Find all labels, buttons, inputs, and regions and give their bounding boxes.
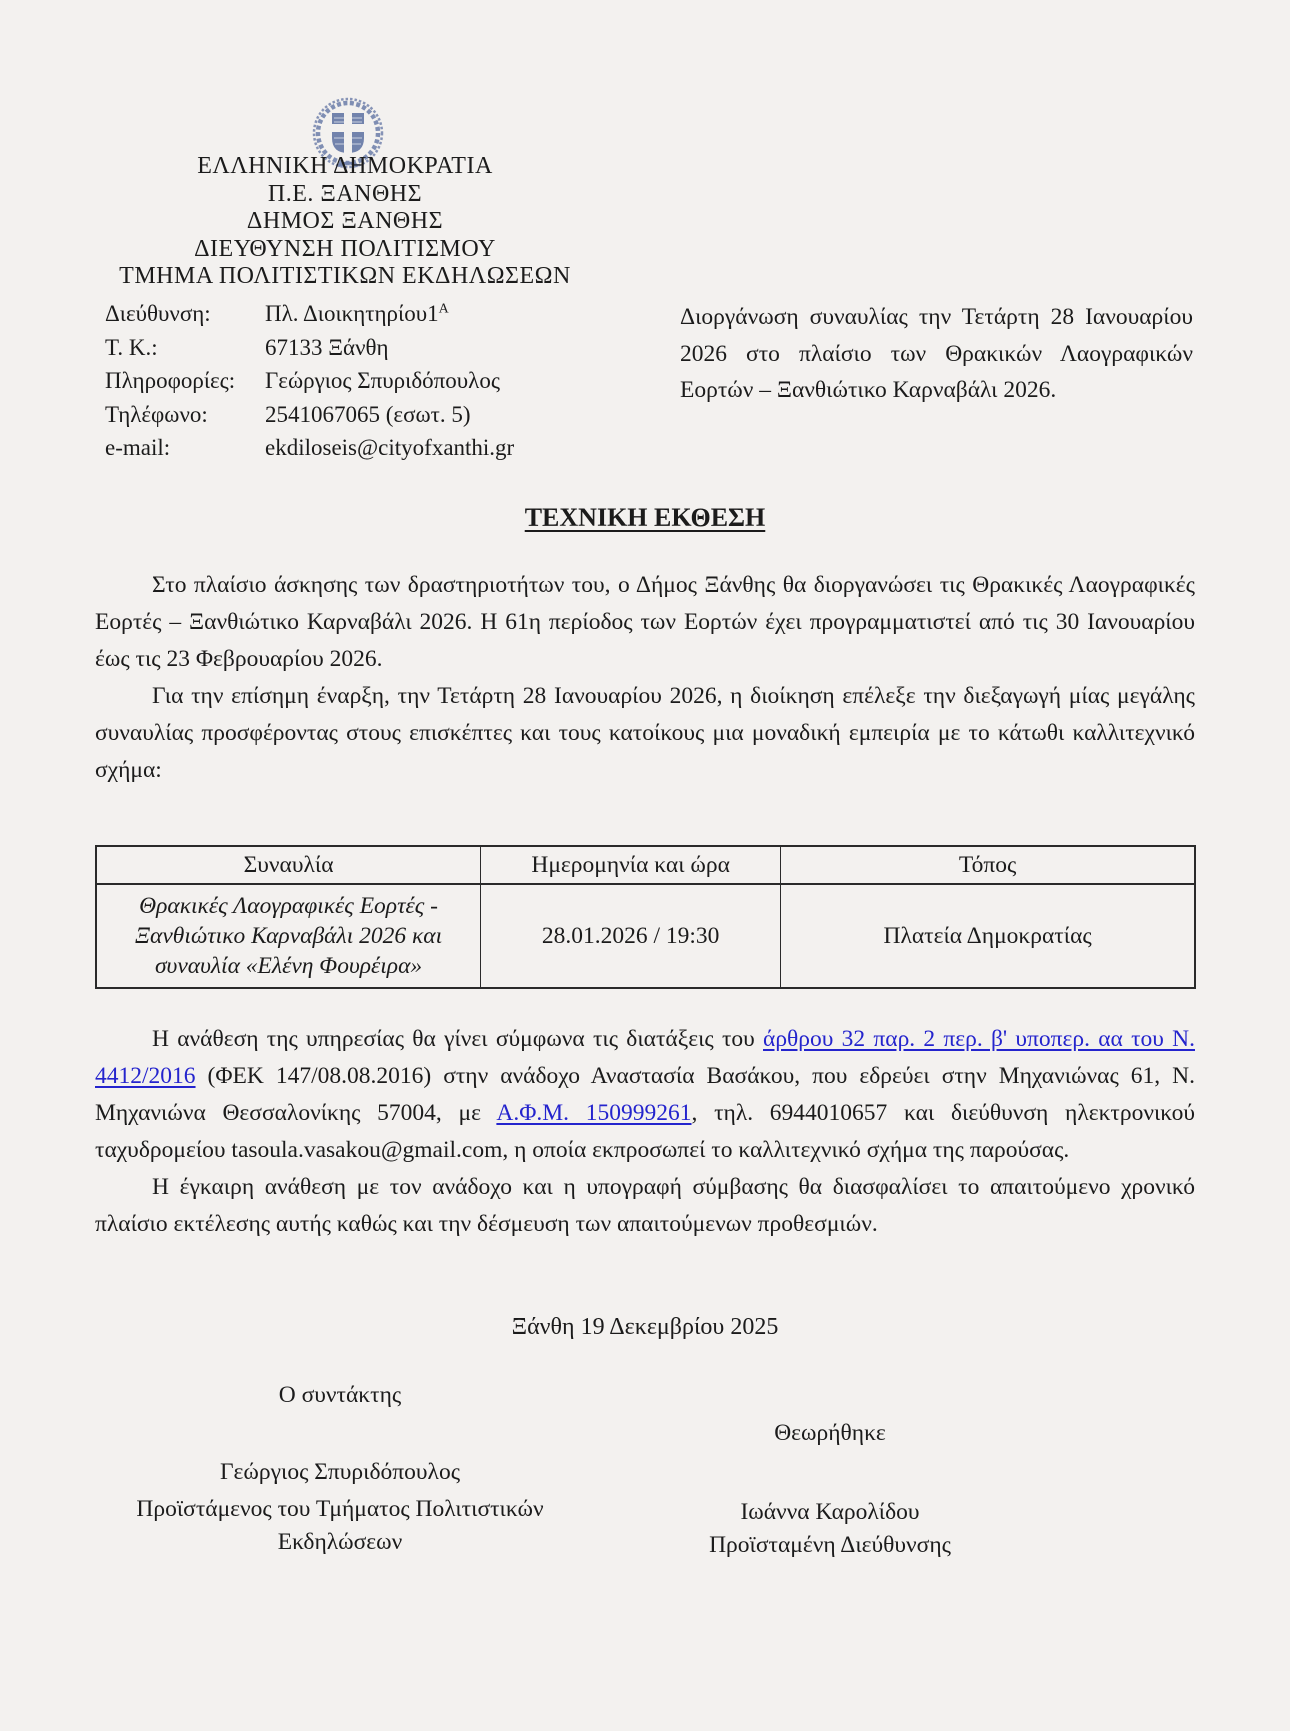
address-superscript: Α xyxy=(438,301,449,317)
org-line-republic: ΕΛΛΗΝΙΚΗ ΔΗΜΟΚΡΑΤΙΑ xyxy=(197,153,493,179)
contact-row-address xyxy=(105,297,665,331)
address-value: Πλ. $\Delta\iota o\iota\kappa\eta\tau\eta\rho ίo\upsilon 1^A$ xyxy=(265,301,449,326)
paragraph-opening-concert: Για την επίσημη έναρξη, την Τετάρτη 28 Ιανουαρίου 2026, η διοίκηση επέλεξε την διεξαγωγή μίας μεγάλης συναυλίας προσφέροντας στους επισκέπτες και τους κατοίκους μια μοναδική εμπειρία με το κάτωθι καλλιτεχνικό σχήμα: xyxy=(95,683,1195,783)
contact-row-email xyxy=(105,431,665,465)
address-label: Διεύθυνση: xyxy=(105,301,211,326)
paragraph-assignment xyxy=(95,1021,1195,1169)
assignment-text-3: , τηλ. 6944010657 και διεύθυνση ηλεκτρονικού ταχυδρομείου tasoula.vasakou@gmail.com, η οποία εκπροσωπεί το καλλιτεχνικό σχήμα της παρούσας. xyxy=(95,1100,1196,1163)
approved-label: Θεωρήθηκε xyxy=(774,1420,886,1446)
concert-table xyxy=(95,845,1196,989)
org-line-department: ΤΜΗΜΑ ΠΟΛΙΤΙΣΤΙΚΩΝ ΕΚΔΗΛΩΣΕΩΝ xyxy=(119,263,571,289)
assignment-text-1: Η ανάθεση της υπηρεσίας θα γίνει σύμφωνα τις διατάξεις του xyxy=(152,1026,764,1052)
telephone-value: 2541067065 (εσωτ. 5) xyxy=(265,401,471,427)
approver-name: Ιωάννα Καρολίδου xyxy=(740,1499,920,1525)
approver-title: Προϊσταμένη Διεύθυνσης xyxy=(709,1532,951,1558)
cell-datetime: 28.01.2026 / 19:30 xyxy=(481,884,781,988)
concert-table-section xyxy=(95,845,1196,989)
header-concert: Συναυλία xyxy=(96,846,481,884)
information-value: Γεώργιος Σπυριδόπουλος xyxy=(265,368,500,393)
tax-id-link[interactable]: Α.Φ.Μ. 150999261 xyxy=(496,1100,692,1126)
author-signature-block xyxy=(95,1456,585,1559)
postal-code-value: 67133 Ξάνθη xyxy=(265,334,389,360)
author-title: Προϊστάμενος του Τμήματος Πολιτιστικών Εκδηλώσεων xyxy=(136,1496,544,1555)
header-datetime: Ημερομηνία και ώρα xyxy=(481,846,781,884)
org-line-municipality: ΔΗΜΟΣ ΞΑΝΘΗΣ xyxy=(246,208,444,234)
postal-code-label: Τ. Κ.: xyxy=(105,334,158,360)
body-block-1 xyxy=(95,567,1195,789)
paragraph-intro: Στο πλαίσιο άσκησης των δραστηριοτήτων του, ο Δήμος Ξάνθης θα διοργανώσει τις Θρακικές Λαογραφικές Εορτές – Ξανθιώτικο Καρναβάλι 2026. Η 61η περίοδος των Εορτών έχει προγραμματιστεί από τις 30 Ιανουαρίου έως τις 23 Φεβρουαρίου 2026. xyxy=(95,572,1195,672)
org-line-regional-unit: Π.Ε. ΞΑΝΘΗΣ xyxy=(267,180,423,207)
approver-signature-block xyxy=(585,1496,1075,1562)
table-row xyxy=(96,884,1195,988)
org-header xyxy=(85,153,605,291)
assignment-text-2: (ΦΕΚ 147/08.08.2016) στην ανάδοχο Αναστασία Βασάκου, που εδρεύει στην Μηχανιώνας 61, Ν. Μηχανιώνα Θεσσαλονίκης 57004, με xyxy=(95,1063,1195,1126)
law-article-link[interactable]: άρθρου 32 παρ. 2 περ. β' υποπερ. αα του Ν. 4412/2016 xyxy=(95,1026,1195,1089)
author-name: Γεώργιος Σπυριδόπουλος xyxy=(219,1459,461,1485)
contact-block xyxy=(105,297,665,465)
cell-concert-name: Θρακικές Λαογραφικές Εορτές - Ξανθιώτικο Καρναβάλι 2026 και συναυλία «Ελένη Φουρέιρα» xyxy=(96,884,481,988)
email-label: e-mail: xyxy=(105,435,171,460)
contact-row-telephone xyxy=(105,398,665,432)
document-title: ΤΕΧΝΙΚΗ ΕΚΘΕΣΗ xyxy=(524,503,766,532)
body-block-2 xyxy=(95,1021,1195,1243)
table-header-row xyxy=(96,846,1195,884)
cell-place: Πλατεία Δημοκρατίας xyxy=(781,884,1195,988)
email-value: ekdiloseis@cityofxanthi.gr xyxy=(265,435,515,460)
document-subject: Διοργάνωση συναυλίας την Τετάρτη 28 Ιανουαρίου 2026 στο πλαίσιο των Θρακικών Λαογραφικών Εορτών – Ξανθιώτικο Καρναβάλι 2026. xyxy=(680,304,1193,403)
date-place-line: Ξάνθη 19 Δεκεμβρίου 2025 xyxy=(511,1314,779,1340)
paragraph-timely-assignment: Η έγκαιρη ανάθεση με τον ανάδοχο και η υπογραφή σύμβασης θα διασφαλίσει το απαιτούμενο χρονικό πλαίσιο εκτέλεσης αυτής καθώς και την δέσμευση των απαιτούμενων προθεσμιών. xyxy=(95,1174,1195,1237)
telephone-label: Τηλέφωνο: xyxy=(105,401,208,427)
header-place: Τόπος xyxy=(781,846,1195,884)
contact-row-information xyxy=(105,364,665,398)
contact-row-postal-code xyxy=(105,331,665,365)
information-label: Πληροφορίες: xyxy=(105,368,236,393)
org-line-directorate: ΔΙΕΥΘΥΝΣΗ ΠΟΛΙΤΙΣΜΟΥ xyxy=(194,235,496,262)
author-role-label: Ο συντάκτης xyxy=(278,1382,402,1408)
